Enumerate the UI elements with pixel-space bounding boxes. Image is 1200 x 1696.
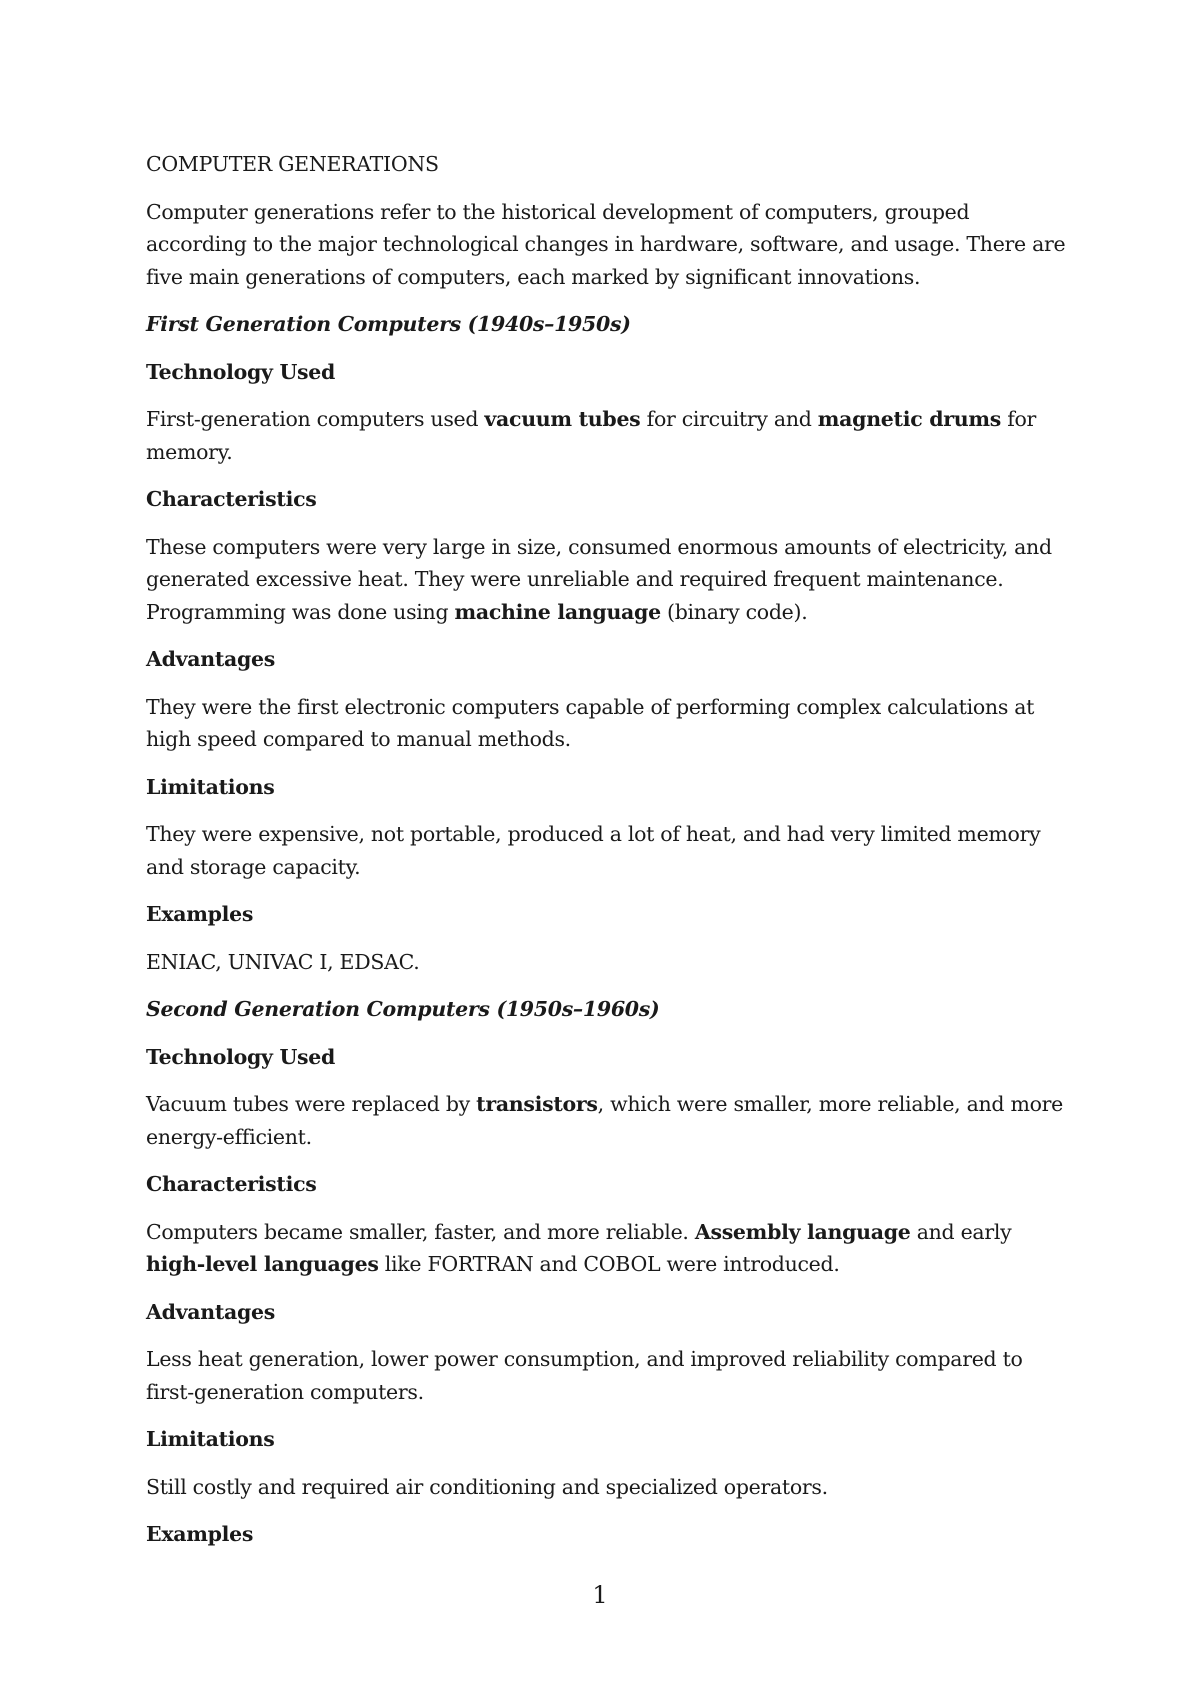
text-run: First-generation computers used (146, 407, 485, 431)
second-generation-heading: Second Generation Computers (1950s–1960s) (146, 997, 660, 1021)
first-generation-heading: First Generation Computers (1940s–1950s) (146, 312, 631, 336)
text-run: Vacuum tubes were replaced by (146, 1092, 477, 1116)
second-gen-technology-heading: Technology Used (146, 1044, 336, 1069)
first-gen-examples-paragraph: ENIAC, UNIVAC I, EDSAC. (146, 949, 420, 974)
bold-term: vacuum tubes (484, 407, 641, 431)
first-gen-characteristics-paragraph (146, 531, 1066, 629)
text-run: for circuitry and (640, 407, 818, 431)
bold-term: high-level languages (146, 1252, 379, 1276)
document-title: COMPUTER GENERATIONS (146, 152, 439, 176)
second-gen-limitations-heading: Limitations (146, 1427, 275, 1451)
bold-term: machine language (454, 599, 661, 624)
document-body (146, 148, 1066, 1566)
text-run: and early (910, 1219, 1012, 1244)
second-gen-advantages-paragraph: Less heat generation, lower power consumption, and improved reliability compared to first-generation computers. (146, 1347, 1023, 1404)
bold-term: magnetic drums (817, 407, 1001, 431)
intro-paragraph: Computer generations refer to the historical development of computers, grouped according to the major technological changes in hardware, software, and usage. There are five main generations of computers, each marked by significant innovations. (146, 199, 1066, 289)
text-run: for memory. (146, 407, 1037, 464)
text-run: , which were smaller, more reliable, and more energy-efficient. (146, 1092, 1063, 1149)
first-gen-limitations-heading: Limitations (146, 774, 275, 799)
first-gen-limitations-paragraph: They were expensive, not portable, produced a lot of heat, and had very limited memory and storage capacity. (146, 822, 1041, 879)
text-run: like FORTRAN and COBOL were introduced. (378, 1252, 840, 1276)
text-run: (binary code). (660, 599, 808, 624)
second-gen-characteristics-paragraph (146, 1216, 1066, 1281)
second-gen-technology-paragraph (146, 1088, 1066, 1153)
first-gen-advantages-paragraph: They were the first electronic computers capable of performing complex calculations at high speed compared to manual methods. (146, 694, 1035, 751)
second-gen-examples-heading: Examples (146, 1522, 254, 1546)
second-gen-limitations-paragraph: Still costly and required air conditioning and specialized operators. (146, 1474, 828, 1499)
second-gen-characteristics-heading: Characteristics (146, 1172, 317, 1196)
first-gen-technology-heading: Technology Used (146, 359, 336, 384)
second-gen-advantages-heading: Advantages (146, 1299, 276, 1324)
first-gen-technology-paragraph (146, 403, 1066, 468)
page-number: 1 (592, 1581, 608, 1609)
text-run: These computers were very large in size, consumed enormous amounts of electricity, and generated excessive heat. They were unreliable and required frequent maintenance. Programming was done using (146, 534, 1052, 624)
text-run: Computers became smaller, faster, and more reliable. (146, 1219, 695, 1244)
bold-term: transistors (476, 1092, 598, 1116)
first-gen-characteristics-heading: Characteristics (146, 487, 317, 511)
bold-term: Assembly language (694, 1219, 911, 1244)
first-gen-advantages-heading: Advantages (146, 647, 276, 671)
first-gen-examples-heading: Examples (146, 902, 254, 926)
